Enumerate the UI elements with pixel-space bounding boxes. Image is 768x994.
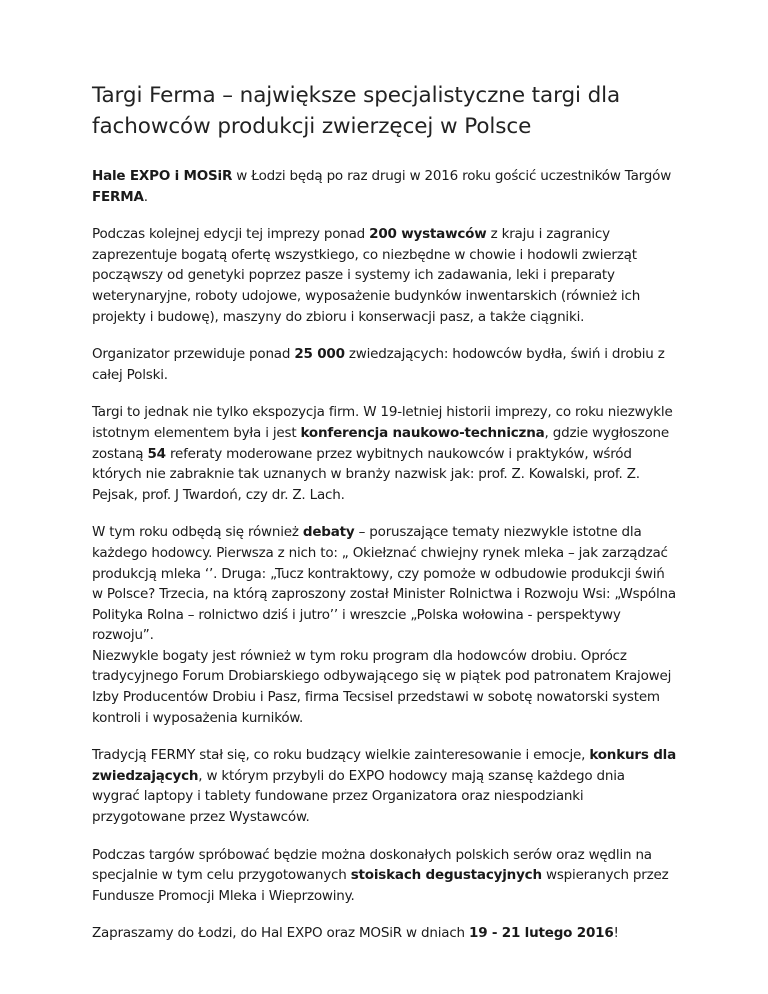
paragraph-6 — [92, 646, 676, 728]
bold-text: 25 000 — [294, 346, 345, 363]
document-body — [92, 166, 676, 944]
text-run: zwiedzających: hodowców bydła, świń i drobiu z całej Polski. — [92, 346, 665, 383]
bold-text: debaty — [302, 524, 355, 541]
paragraph-4 — [92, 402, 676, 505]
bold-text: Hale EXPO i MOSiR — [92, 168, 233, 184]
text-run: , w którym przybyli do EXPO hodowcy mają szansę każdego dnia wygrać laptopy i tablety fundowane przez Organizatora oraz niespodzianki przygotowane przez Wystawców. — [92, 767, 625, 826]
bold-text: konferencja naukowo-techniczna — [300, 424, 545, 441]
bold-text: 19 - 21 lutego 2016 — [469, 925, 614, 942]
bold-text: 200 wystawców — [369, 226, 487, 243]
text-run: , gdzie wygłoszone zostaną — [92, 424, 670, 462]
text-run: Targi to jednak nie tylko ekspozycja firm. W 19-letniej historii imprezy, co roku niezwykle istotnym elementem była i jest — [92, 404, 673, 441]
paragraph-3 — [92, 344, 676, 385]
bold-text: konkurs dla zwiedzających — [92, 747, 676, 784]
text-run: . — [143, 188, 148, 205]
paragraph-9 — [92, 923, 676, 944]
text-run: – poruszające tematy niezwykle istotne dla każdego hodowcy. Pierwsza z nich to: „ Okiełznać chwiejny rynek mleka – jak zarządzać produkcją mleka ‘’. Druga: „Tucz kontraktowy, czy pomoże w odbudowie produkcji świń w Polsce? Trzecia, na którą zaproszony został Minister Rolnictwa i Rozwoju Wsi: „Wspólna Polityka Rolna – rolnictwo dziś i jutro’’ i wreszcie „Polska wołowina - perspektywy rozwoju”. — [92, 524, 676, 644]
text-run: Niezwykle bogaty jest również w tym roku program dla hodowców drobiu. Oprócz tradycyjnego Forum Drobiarskiego odbywającego się w piątek pod patronatem Krajowej Izby Producentów Drobiu i Pasz, firma Tecsisel przedstawi w sobotę nowatorski system kontroli i wyposażenia kurników. — [92, 647, 672, 726]
text-run: referaty moderowane przez wybitnych naukowców i praktyków, wśród których nie zabraknie tak uznanych w branży nazwisk jak: prof. Z. Kowalski, prof. Z. Pejsak, prof. J Twardoń, czy dr. Z. Lach. — [92, 445, 640, 503]
bold-text: 54 — [147, 445, 166, 462]
paragraph-1 — [92, 166, 676, 207]
document-title: Targi Ferma – największe specjalistyczne targi dla fachowców produkcji zwierzęcej w Polsce — [92, 83, 621, 139]
text-run: w Łodzi będą po raz drugi w 2016 roku gościć uczestników Targów — [232, 168, 672, 184]
text-run: Podczas kolejnej edycji tej imprezy ponad — [92, 226, 370, 243]
text-run: W tym roku odbędą się również — [92, 524, 303, 541]
text-run: Zapraszamy do Łodzi, do Hal EXPO oraz MOSiR w dniach — [92, 925, 469, 942]
text-run: Tradycją FERMY stał się, co roku budzący wielkie zainteresowanie i emocje, — [92, 747, 590, 764]
text-run: Podczas targów spróbować będzie można doskonałych polskich serów oraz wędlin na specjalnie w tym celu przygotowanych — [92, 846, 652, 884]
bold-text: FERMA — [92, 188, 144, 205]
text-run: wspieranych przez Fundusze Promocji Mleka i Wieprzowiny. — [92, 867, 669, 904]
text-run: z kraju i zagranicy zaprezentuje bogatą ofertę wszystkiego, co niezbędne w chowie i hodowli zwierząt począwszy od genetyki poprzez pasze i systemy ich zadawania, leki i preparaty weterynaryjne, roboty udojowe, wyposażenie budynków inwentarskich (również ich projekty i budowę), maszyny do zbioru i konserwacji pasz, a także ciągniki. — [92, 226, 641, 325]
text-run: Organizator przewiduje ponad — [92, 346, 295, 363]
text-run: ! — [613, 925, 619, 942]
bold-text: stoiskach degustacyjnych — [350, 867, 542, 884]
paragraph-8 — [92, 845, 676, 907]
paragraph-2 — [92, 224, 676, 327]
paragraph-5 — [92, 522, 676, 646]
paragraph-7 — [92, 745, 676, 827]
